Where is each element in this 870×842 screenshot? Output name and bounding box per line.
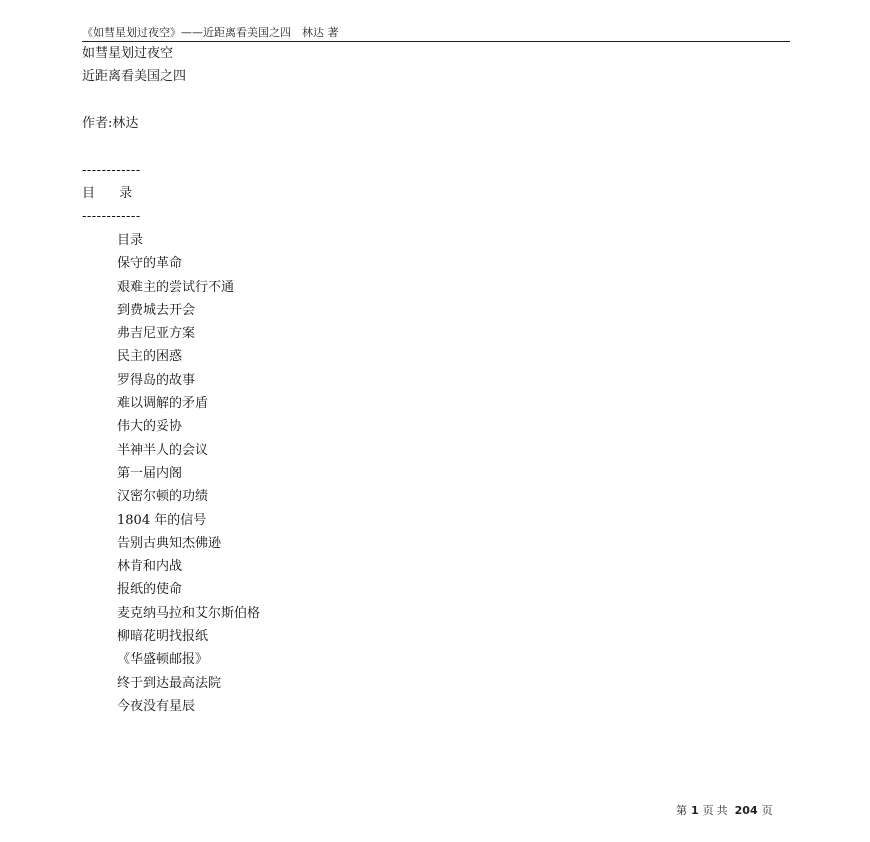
toc-item[interactable]: 半神半人的会议: [117, 442, 209, 458]
toc-item[interactable]: 民主的困惑: [117, 349, 183, 365]
page-footer: [676, 804, 773, 817]
toc-item[interactable]: 罗得岛的故事: [117, 372, 196, 388]
header-rule: [82, 41, 790, 42]
toc-item[interactable]: 柳暗花明找报纸: [117, 629, 209, 645]
book-title: 如彗星划过夜空: [82, 46, 174, 61]
total-prefix: 共: [716, 804, 728, 817]
author-line: 作者:林达: [82, 116, 139, 131]
toc-item[interactable]: 第一届内阁: [117, 465, 183, 481]
total-pages-number: 204: [734, 804, 758, 817]
toc-item[interactable]: 林肯和内战: [117, 559, 183, 575]
toc-item[interactable]: 终于到达最高法院: [117, 675, 222, 691]
toc-item[interactable]: 保守的革命: [117, 256, 183, 272]
toc-item[interactable]: 汉密尔顿的功绩: [117, 489, 209, 505]
toc-item[interactable]: 麦克纳马拉和艾尔斯伯格: [117, 605, 261, 621]
toc-heading: 目 录: [82, 186, 143, 201]
running-header: 《如彗星划过夜空》——近距离看美国之四 林达 著: [82, 26, 339, 39]
toc-item[interactable]: 1804 年的信号: [117, 512, 207, 528]
page-word: 页: [702, 804, 714, 817]
page-prefix: 第: [676, 804, 687, 817]
current-page-number: 1: [691, 804, 699, 817]
toc-item[interactable]: 伟大的妥协: [117, 419, 183, 435]
toc-item[interactable]: 告别古典知杰佛逊: [117, 535, 222, 551]
toc-item[interactable]: 弗吉尼亚方案: [117, 326, 196, 342]
toc-item[interactable]: 今夜没有星辰: [117, 698, 196, 714]
divider-top: ------------: [82, 163, 141, 178]
toc-item[interactable]: 到费城去开会: [117, 302, 196, 318]
total-suffix: 页: [761, 804, 773, 817]
toc-item[interactable]: 《华盛顿邮报》: [117, 652, 209, 668]
toc-item[interactable]: 报纸的使命: [117, 582, 183, 598]
divider-bottom: ------------: [82, 209, 141, 224]
toc-item[interactable]: 艰难主的尝试行不通: [117, 279, 235, 295]
book-subtitle: 近距离看美国之四: [82, 69, 187, 84]
toc-item[interactable]: 目录: [117, 233, 144, 248]
toc-list: [117, 233, 260, 722]
toc-item[interactable]: 难以调解的矛盾: [117, 396, 209, 412]
